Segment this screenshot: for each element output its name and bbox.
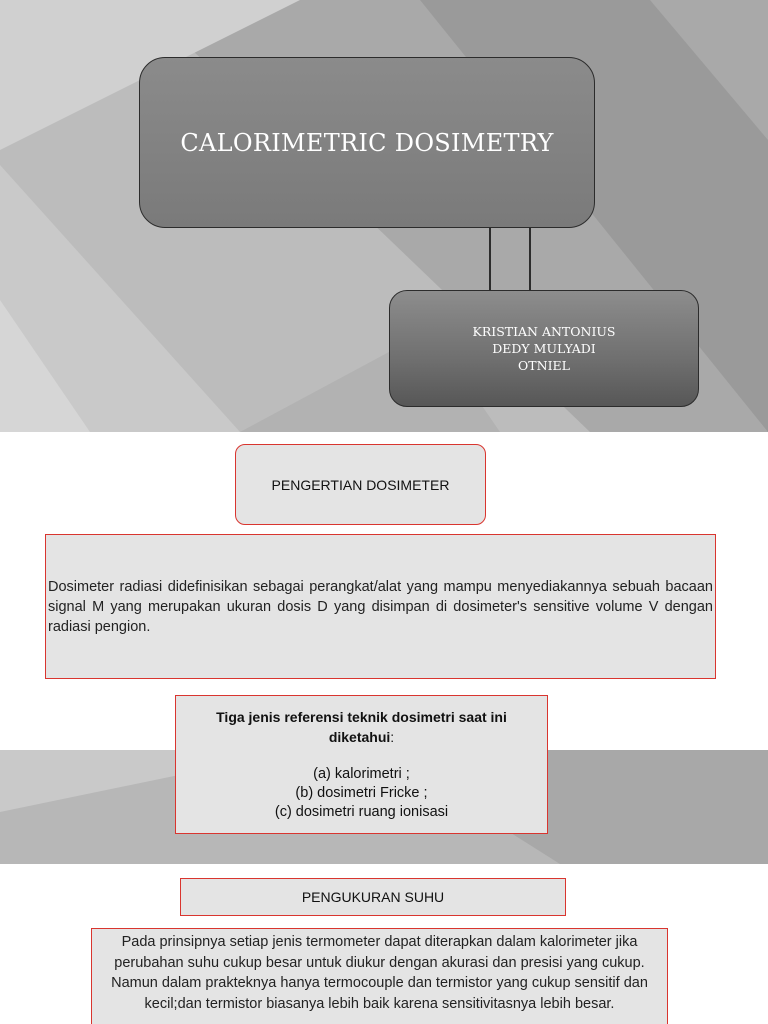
author-name: KRISTIAN ANTONIUS bbox=[472, 324, 616, 339]
connector-line-left bbox=[489, 228, 491, 290]
author-name: OTNIEL bbox=[518, 358, 570, 373]
list-item: (b) dosimetri Fricke ; bbox=[295, 785, 428, 801]
techniques-box bbox=[175, 695, 548, 834]
definition-text: Dosimeter radiasi didefinisikan sebagai perangkat/alat yang mampu menyediakannya sebuah bacaan signal M yang merupakan ukuran dosis D yang disimpan di dosimeter's sensitive volume V dengan radiasi pengion. bbox=[48, 578, 713, 635]
authors-box bbox=[389, 290, 699, 407]
temperature-paragraph: Pada prinsipnya setiap jenis termometer dapat diterapkan dalam kalorimeter jika perubahan suhu cukup besar untuk diukur dengan akurasi dan presisi yang cukup. Namun dalam prakteknya hanya termocouple dan termistor yang cukup sensitif dan kecil;dan termistor biasanya lebih baik karena sensitivitasnya lebih besar. bbox=[91, 928, 668, 1024]
techniques-heading-suffix: : bbox=[390, 729, 395, 745]
connector-line-right bbox=[529, 228, 531, 290]
list-item: (a) kalorimetri ; bbox=[313, 766, 410, 782]
definition-box bbox=[45, 534, 716, 679]
definition-slide bbox=[0, 432, 768, 864]
title-box bbox=[139, 57, 595, 228]
author-name: DEDY MULYADI bbox=[492, 341, 596, 356]
techniques-list bbox=[275, 765, 448, 822]
techniques-heading-bold: Tiga jenis referensi teknik dosimetri saat ini diketahui bbox=[216, 709, 507, 745]
title-slide bbox=[0, 0, 768, 432]
presentation-title: CALORIMETRIC DOSIMETRY bbox=[180, 128, 554, 157]
list-item: (c) dosimetri ruang ionisasi bbox=[274, 804, 449, 820]
techniques-heading bbox=[197, 707, 527, 747]
section-heading: PENGUKURAN SUHU bbox=[180, 878, 566, 916]
temperature-slide bbox=[0, 864, 768, 1024]
section-heading: PENGERTIAN DOSIMETER bbox=[235, 444, 486, 525]
